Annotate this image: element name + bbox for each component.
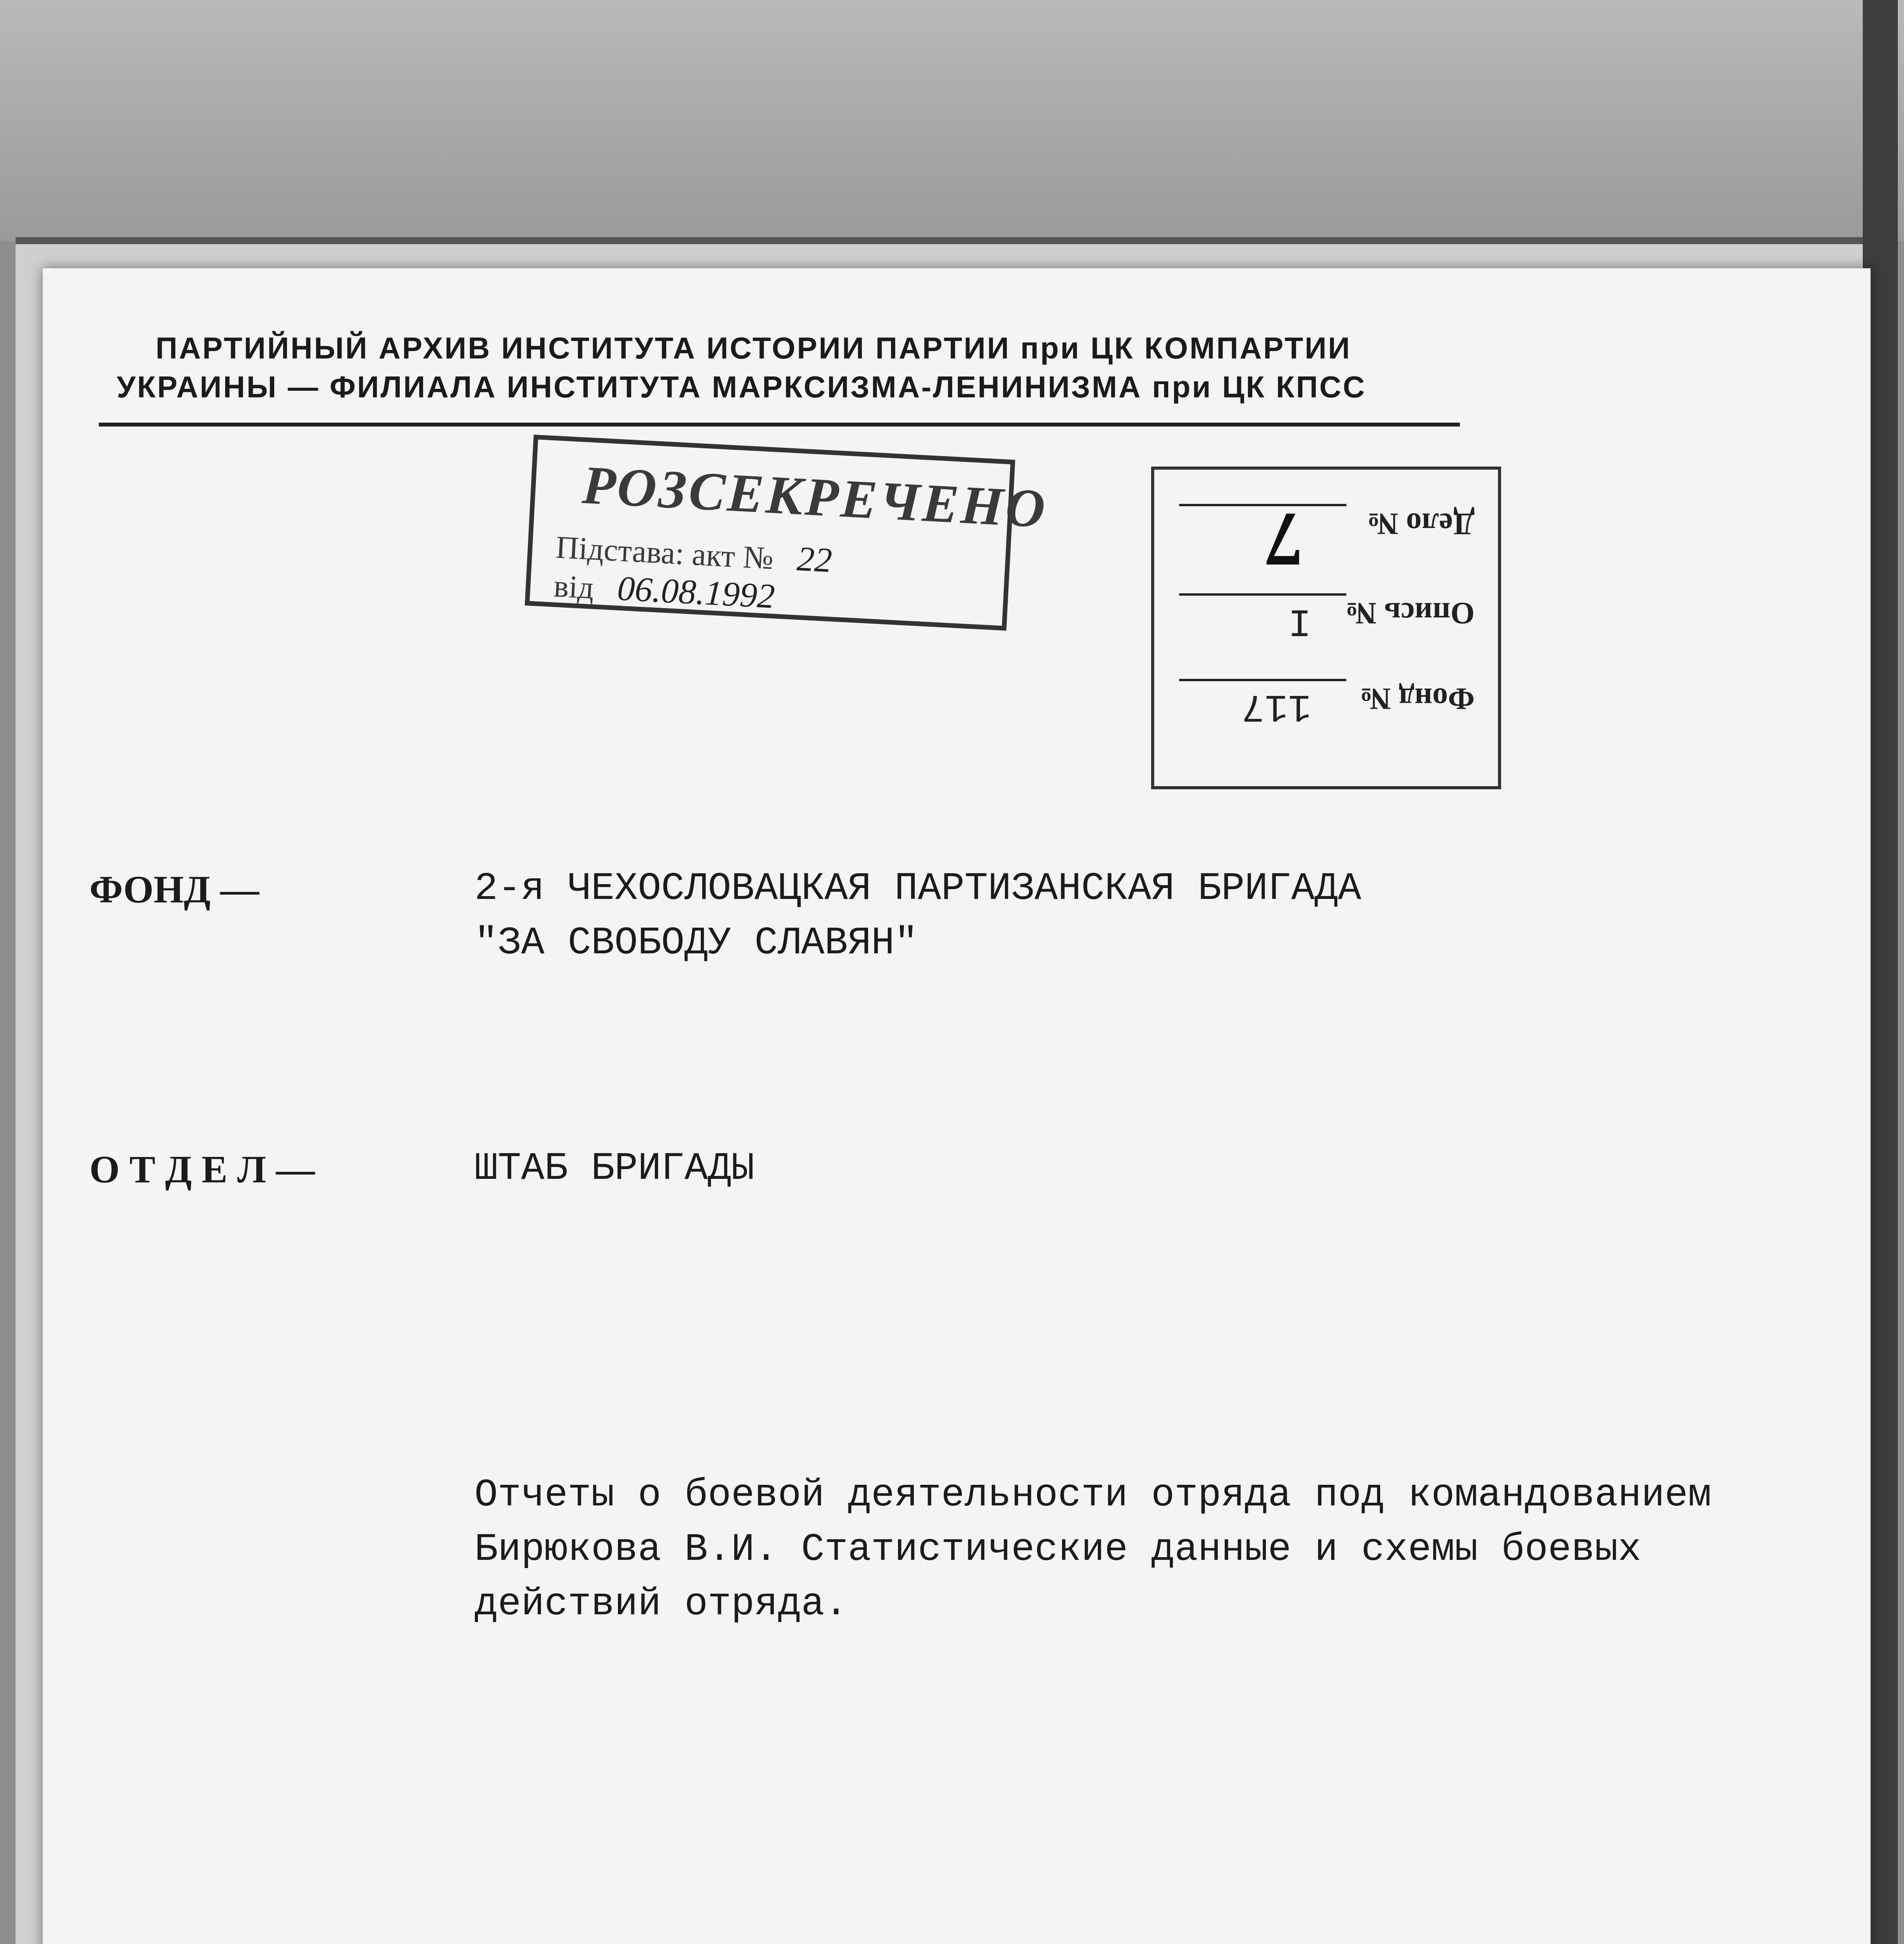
description-line-2: Бирюкова В.И. Статистические данные и схемы боевых (474, 1528, 1642, 1572)
header-rule (99, 423, 1460, 427)
fond-label: ФОНД — (89, 868, 259, 911)
stamp-basis-label: Підстава: акт № (555, 529, 775, 576)
top-box-opis-line (1179, 593, 1346, 596)
fond-name-line-1: 2-я ЧЕХОСЛОВАЦКАЯ ПАРТИЗАНСКАЯ БРИГАДА (474, 867, 1362, 911)
description-line-3: действий отряда. (474, 1582, 848, 1626)
top-box-delo-label: Дело № (1367, 507, 1475, 541)
archive-number-box-top (1151, 467, 1501, 789)
archive-header-line-2: УКРАИНЫ — ФИЛИАЛА ИНСТИТУТА МАРКСИЗМА-ЛЕНИНИЗМА при ЦК КПСС (117, 370, 1367, 404)
fond-name-line-2: "ЗА СВОБОДУ СЛАВЯН" (474, 921, 918, 965)
top-box-opis-value: I (1288, 598, 1311, 642)
archive-cover-sheet (43, 268, 1871, 1944)
stamp-date-value: 06.08.1992 (616, 569, 776, 616)
scan-background-top (0, 0, 1904, 241)
stamp-basis-value: 22 (796, 539, 833, 580)
top-box-fond-label: Фонд № (1360, 682, 1475, 716)
top-box-delo-value: 7 (1265, 496, 1304, 582)
otdel-label: О Т Д Е Л — (89, 1148, 315, 1191)
top-box-delo-row (1171, 491, 1475, 582)
declassified-stamp (525, 435, 1049, 631)
top-box-fond-row (1171, 666, 1475, 743)
top-box-delo-line (1179, 504, 1346, 506)
description-line-1: Отчеты о боевой деятельности отряда под командованием (474, 1474, 1712, 1517)
stamp-date-label: від (553, 568, 595, 606)
archive-header-line-1: ПАРТИЙНЫЙ АРХИВ ИНСТИТУТА ИСТОРИИ ПАРТИИ при ЦК КОМПАРТИИ (156, 331, 1351, 365)
top-box-fond-value: 117 (1241, 684, 1311, 728)
otdel-value: ШТАБ БРИГАДЫ (474, 1147, 755, 1191)
top-box-fond-line (1179, 679, 1346, 681)
stamp-title: РОЗСЕКРЕЧЕНО (581, 455, 1049, 540)
top-box-opis-row (1171, 580, 1475, 658)
top-box-opis-label: Опись № (1345, 596, 1475, 630)
